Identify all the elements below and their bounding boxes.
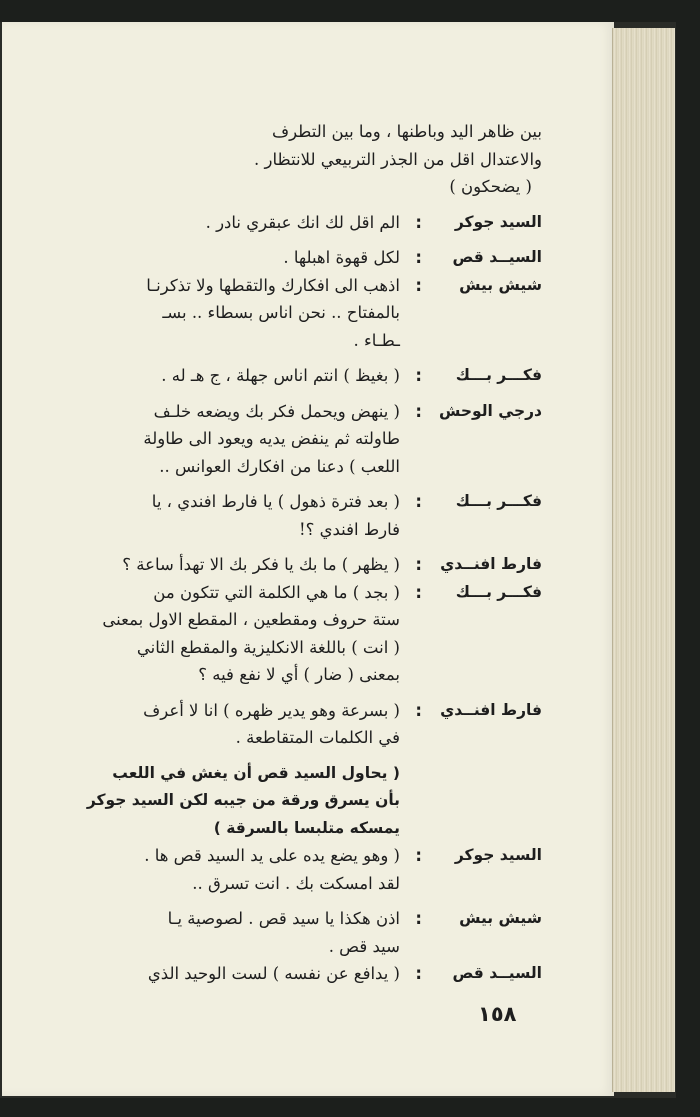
speech-text: الم اقل لك انك عبقري نادر .	[205, 212, 400, 232]
speaker-name: فكـــر بـــك	[455, 582, 542, 601]
speech-text: ( ينهض ويحمل فكر بك ويضعه خلـف	[153, 401, 400, 421]
dialogue-line: فارط افنــدي : ( يظهر ) ما بك يا فكر بك الا تهدأ ساعة ؟	[52, 551, 542, 579]
dialogue-line: فكـــر بـــك : ( بعد فترة ذهول ) يا فارط افندي ، يا	[52, 488, 542, 516]
speaker-name: شيش بيش	[459, 275, 542, 294]
text-line: طاولته ثم ينفض يديه ويعود الى طاولة	[143, 429, 400, 448]
text-line: ـطـاء .	[353, 330, 400, 350]
stage-direction: يمسكه متلبسا بالسرقة )	[213, 818, 400, 837]
stage-direction: بأن يسرق ورقة من جيبه لكن السيد جوكر	[86, 791, 400, 809]
text-line: في الكلمات المتقاطعة .	[235, 728, 400, 747]
dialogue-line: السيد جوكر : الم اقل لك انك عبقري نادر .	[52, 209, 542, 237]
speaker-name: فكـــر بـــك	[455, 492, 542, 510]
page-edges	[612, 28, 675, 1092]
speaker-name: فارط افنــدي	[440, 700, 542, 719]
text-line: بمعنى ( ضار ) أي لا نفع فيه ؟	[198, 665, 400, 684]
speaker-name: شيش بيش	[459, 909, 542, 927]
speaker-name: السيــد قص	[452, 964, 542, 982]
speech-text: ( يظهر ) ما بك يا فكر بك الا تهدأ ساعة ؟	[122, 555, 400, 574]
text-line: ستة حروف ومقطعين ، المقطع الاول بمعنى	[102, 610, 400, 629]
speaker-name: السيــد قص	[452, 248, 542, 266]
text-line: بين ظاهر اليد وباطنها ، وما بين التطرف	[271, 122, 542, 141]
dialogue-line: شيش بيش : اذن هكذا يا سيد قص . لصوصية يـا	[52, 905, 542, 933]
dialogue-line: درجي الوحش : ( ينهض ويحمل فكر بك ويضعه خلـف	[52, 398, 542, 426]
page-number: ١٥٨	[478, 1002, 517, 1026]
speech-text: ( وهو يضع يده على يد السيد قص ها .	[144, 846, 400, 865]
text-line: لقد امسكت بك . انت تسرق ..	[192, 873, 400, 893]
speaker-name: فارط افنــدي	[440, 555, 542, 573]
text-line: اللعب ) دعنا من افكارك العوانس ..	[159, 456, 400, 476]
text-line: ( انت ) باللغة الانكليزية والمقطع الثاني	[136, 637, 400, 657]
dialogue-line: فكـــر بـــك : ( بغيظ ) انتم اناس جهلة ، ج هـ له .	[52, 362, 542, 390]
book-page	[2, 22, 614, 1096]
dialogue-line: السيــد قص : لكل قهوة اهبلها .	[52, 244, 542, 272]
speech-text: ( بجد ) ما هي الكلمة التي تتكون من	[153, 582, 400, 602]
speech-text: ( بسرعة وهو يدير ظهره ) انا لا أعرف	[143, 700, 400, 720]
text-line: فارط افندي ؟!	[298, 519, 400, 539]
speaker-name: السيد جوكر	[454, 846, 542, 864]
text-line: سيد قص .	[328, 936, 400, 956]
speaker-name: درجي الوحش	[438, 401, 542, 420]
speech-text: اذهب الى افكارك والتقطها ولا تذكرنـا	[146, 275, 400, 295]
text-line: بالمفتاح .. نحن اناس بسطاء .. بسـ	[162, 303, 400, 322]
dialogue-line: السيــد قص : ( يدافع عن نفسه ) لست الوحيد الذي	[52, 960, 542, 988]
text-line: والاعتدال اقل من الجذر التربيعي للانتظار .	[254, 149, 542, 169]
page-text	[52, 118, 542, 988]
speech-text: لكل قهوة اهبلها .	[283, 248, 400, 267]
dialogue-line: السيد جوكر : ( وهو يضع يده على يد السيد قص ها .	[52, 842, 542, 870]
speaker-name: فكـــر بـــك	[455, 366, 542, 384]
speech-text: ( بغيظ ) انتم اناس جهلة ، ج هـ له .	[161, 366, 400, 385]
dialogue-line: شيش بيش : اذهب الى افكارك والتقطها ولا تذكرنـا	[52, 272, 542, 300]
book	[0, 22, 676, 1098]
dialogue-line: فارط افنــدي : ( بسرعة وهو يدير ظهره ) انا لا أعرف	[52, 697, 542, 725]
text-line: ( يضحكون )	[449, 177, 532, 196]
speech-text: ( يدافع عن نفسه ) لست الوحيد الذي	[147, 964, 400, 983]
speech-text: ( بعد فترة ذهول ) يا فارط افندي ، يا	[151, 492, 400, 511]
speech-text: اذن هكذا يا سيد قص . لصوصية يـا	[167, 909, 400, 928]
speaker-name: السيد جوكر	[454, 212, 542, 231]
dialogue-line: فكـــر بـــك : ( بجد ) ما هي الكلمة التي تتكون من	[52, 579, 542, 607]
stage-direction: ( يحاول السيد قص أن يغش في اللعب	[112, 763, 400, 782]
